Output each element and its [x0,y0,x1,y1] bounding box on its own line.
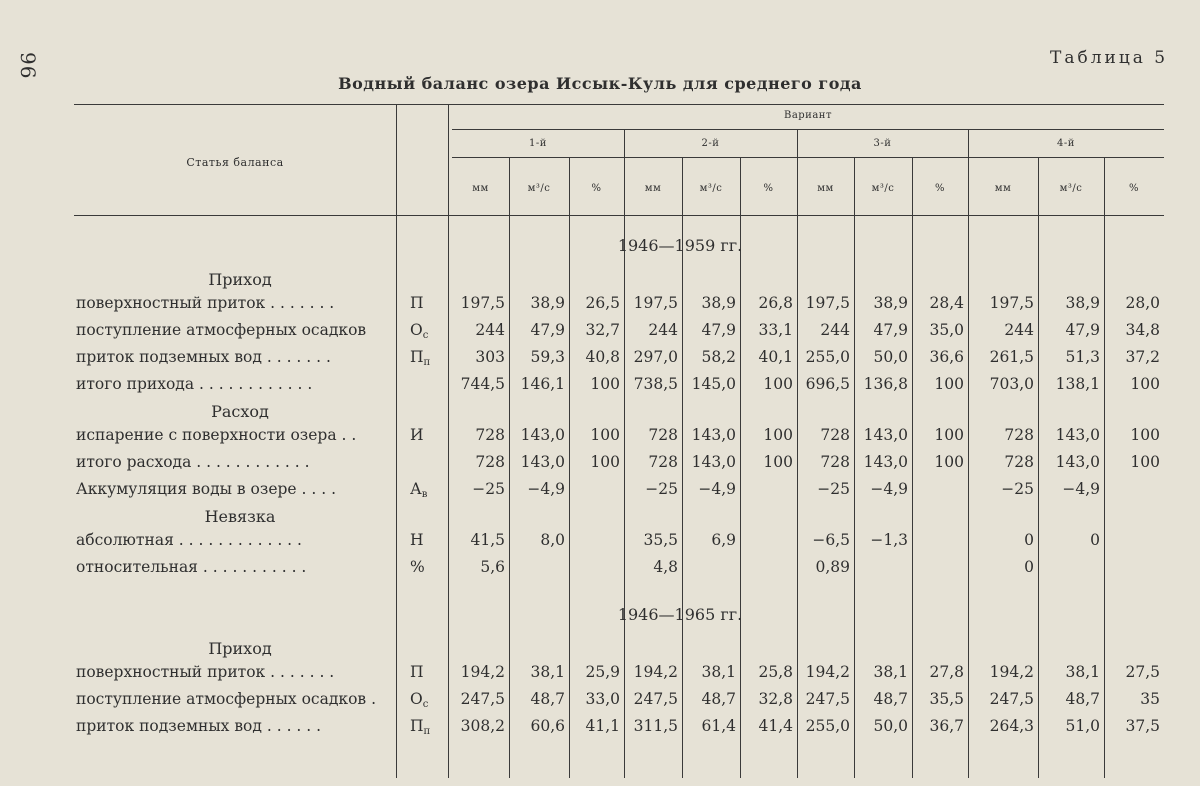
data-cell: 100 [590,426,620,444]
row-label: приток подземных вод . . . . . . [76,717,322,735]
table-row [0,294,1200,320]
data-cell: 60,6 [530,717,565,735]
symbol-letter: А [410,480,422,498]
data-cell: 51,3 [1065,348,1100,366]
data-cell: 47,9 [530,321,565,339]
period-heading: 1946—1959 гг. [617,236,743,255]
row-symbol [410,717,448,737]
data-cell: 264,3 [989,717,1034,735]
data-cell: 48,7 [530,690,565,708]
data-cell: 5,6 [480,558,505,576]
data-cell: 41,1 [585,717,620,735]
data-cell: 100 [763,453,793,471]
data-cell: 6,9 [711,531,736,549]
data-cell: 100 [934,453,964,471]
data-cell: 194,2 [460,663,505,681]
table-row [0,321,1200,347]
data-cell: 51,0 [1065,717,1100,735]
page-number: 96 [16,52,40,80]
variant-4-header: 4-й [1057,138,1075,149]
data-cell: 34,8 [1125,321,1160,339]
row-label: абсолютная . . . . . . . . . . . . . [76,531,302,549]
data-cell: −1,3 [870,531,908,549]
table-title: Водный баланс озера Иссык-Куль для среднего года [338,74,862,93]
data-cell: 100 [590,375,620,393]
variant-header: Вариант [783,110,833,121]
data-cell: 32,8 [758,690,793,708]
data-cell: 255,0 [805,717,850,735]
row-symbol [410,348,448,368]
data-cell: 25,8 [758,663,793,681]
unit-header: мм [644,183,662,194]
data-cell: 728 [475,453,505,471]
data-cell: 143,0 [520,453,565,471]
symbol-letter: П [410,294,424,312]
symbol-letter: % [410,558,425,576]
item-column-header: Статья баланса [186,156,284,169]
data-cell: 28,0 [1125,294,1160,312]
row-symbol [410,663,448,681]
data-cell: −25 [817,480,850,498]
data-cell: 143,0 [863,426,908,444]
data-cell: 47,9 [701,321,736,339]
variant-1-header: 1-й [529,138,547,149]
row-label: испарение с поверхности озера . . [76,426,357,444]
row-symbol [410,531,448,549]
data-cell: 143,0 [1055,426,1100,444]
symbol-subscript: с [422,699,429,710]
row-label: поверхностный приток . . . . . . . [76,663,335,681]
data-cell: 35,0 [929,321,964,339]
data-cell: −4,9 [1062,480,1100,498]
data-cell: 197,5 [460,294,505,312]
data-cell: 143,0 [691,453,736,471]
data-cell: 0 [1024,558,1034,576]
data-cell: 36,6 [929,348,964,366]
data-cell: 728 [475,426,505,444]
data-cell: 33,0 [585,690,620,708]
data-cell: 247,5 [460,690,505,708]
data-cell: 50,0 [873,348,908,366]
unit-header: % [1128,183,1139,194]
data-cell: 194,2 [633,663,678,681]
data-cell: 728 [648,426,678,444]
row-symbol [410,426,448,444]
data-cell: 26,8 [758,294,793,312]
data-cell: 100 [1130,453,1160,471]
data-cell: 48,7 [1065,690,1100,708]
data-cell: 61,4 [701,717,736,735]
data-cell: 244 [648,321,678,339]
table-label: Таблица 5 [1050,48,1169,68]
data-cell: 27,8 [929,663,964,681]
data-cell: 728 [648,453,678,471]
data-cell: 143,0 [1055,453,1100,471]
data-cell: 36,7 [929,717,964,735]
unit-header: м³/с [527,183,551,194]
symbol-letter: И [410,426,424,444]
data-cell: 261,5 [989,348,1034,366]
data-cell: 143,0 [863,453,908,471]
data-cell: 4,8 [653,558,678,576]
symbol-letter: Н [410,531,424,549]
row-label: Аккумуляция воды в озере . . . . [76,480,337,498]
group-heading: Приход [208,270,272,289]
period-heading: 1946—1965 гг. [617,605,743,624]
data-cell: 33,1 [758,321,793,339]
data-cell: 35,5 [643,531,678,549]
unit-header: % [591,183,602,194]
data-cell: 47,9 [873,321,908,339]
data-cell: 100 [763,426,793,444]
table-row [0,558,1200,584]
symbol-letter: П [410,717,424,735]
data-cell: 197,5 [633,294,678,312]
row-symbol [410,294,448,312]
table-row [0,480,1200,506]
row-label: поверхностный приток . . . . . . . [76,294,335,312]
data-cell: 197,5 [989,294,1034,312]
data-cell: 26,5 [585,294,620,312]
data-cell: 244 [820,321,850,339]
row-label: поступление атмосферных осадков [76,321,367,339]
data-cell: 32,7 [585,321,620,339]
data-cell: 100 [1130,426,1160,444]
variant-3-header: 3-й [873,138,892,149]
data-cell: 696,5 [805,375,850,393]
row-label: относительная . . . . . . . . . . . [76,558,307,576]
data-cell: 38,1 [701,663,736,681]
data-cell: 728 [820,426,850,444]
data-cell: 38,9 [530,294,565,312]
data-cell: 38,1 [530,663,565,681]
table-row [0,717,1200,743]
data-cell: 38,9 [1065,294,1100,312]
data-cell: 0 [1090,531,1100,549]
table-row [0,453,1200,479]
data-cell: 703,0 [989,375,1034,393]
symbol-letter: О [410,321,423,339]
data-cell: 297,0 [633,348,678,366]
data-cell: 145,0 [691,375,736,393]
symbol-letter: П [410,663,424,681]
row-symbol [410,480,448,500]
data-cell: 28,4 [929,294,964,312]
header-bottom-rule [74,215,1164,216]
data-cell: −25 [1001,480,1034,498]
data-cell: 744,5 [460,375,505,393]
data-cell: 100 [934,375,964,393]
data-cell: 59,3 [530,348,565,366]
row-label: поступление атмосферных осадков . [76,690,376,708]
variant-2-header: 2-й [701,138,720,149]
data-cell: 100 [1130,375,1160,393]
data-cell: −6,5 [812,531,850,549]
data-cell: 27,5 [1125,663,1160,681]
data-cell: −4,9 [698,480,736,498]
unit-header: мм [817,183,834,194]
data-cell: 40,1 [758,348,793,366]
data-cell: 247,5 [989,690,1034,708]
group-heading: Расход [211,402,269,421]
data-cell: 25,9 [585,663,620,681]
data-cell: 0,89 [815,558,850,576]
table-row [0,375,1200,401]
data-cell: 738,5 [633,375,678,393]
data-cell: 100 [763,375,793,393]
data-cell: 311,5 [633,717,678,735]
data-cell: −25 [645,480,678,498]
data-cell: 194,2 [805,663,850,681]
unit-header: % [763,183,774,194]
row-symbol [410,321,448,341]
data-cell: 8,0 [540,531,565,549]
data-cell: 48,7 [701,690,736,708]
unit-header: % [934,183,945,194]
data-cell: 50,0 [873,717,908,735]
table-row [0,426,1200,452]
row-symbol [410,558,448,576]
header-top-rule [74,104,1164,105]
unit-header: м³/с [699,183,723,194]
variant-rule [452,129,1164,130]
data-cell: 35 [1140,690,1160,708]
symbol-letter: О [410,690,423,708]
data-cell: 37,5 [1125,717,1160,735]
data-cell: 58,2 [701,348,736,366]
data-cell: 143,0 [520,426,565,444]
data-cell: 38,1 [1065,663,1100,681]
unit-header: мм [994,183,1012,194]
symbol-subscript: в [421,489,428,500]
data-cell: 728 [1004,453,1034,471]
unit-header: м³/с [1059,183,1083,194]
symbol-subscript: п [423,357,431,368]
data-cell: 247,5 [805,690,850,708]
data-cell: −4,9 [527,480,565,498]
row-symbol [410,690,448,710]
symbol-letter: П [410,348,424,366]
data-cell: 38,9 [701,294,736,312]
data-cell: 255,0 [805,348,850,366]
data-cell: 247,5 [633,690,678,708]
row-label: итого расхода . . . . . . . . . . . . [76,453,310,471]
data-cell: 100 [590,453,620,471]
data-cell: 41,4 [758,717,793,735]
table-row [0,663,1200,689]
data-cell: 41,5 [470,531,505,549]
data-cell: 244 [1004,321,1034,339]
data-cell: 35,5 [929,690,964,708]
data-cell: 40,8 [585,348,620,366]
data-cell: 136,8 [863,375,908,393]
data-cell: 37,2 [1125,348,1160,366]
symbol-subscript: с [422,330,429,341]
data-cell: 138,1 [1055,375,1100,393]
symbol-subscript: п [423,726,431,737]
row-label: приток подземных вод . . . . . . . [76,348,331,366]
variants-rule [452,157,1164,158]
data-cell: 48,7 [873,690,908,708]
data-cell: 143,0 [691,426,736,444]
row-label: итого прихода . . . . . . . . . . . . [76,375,313,393]
data-cell: 100 [934,426,964,444]
data-cell: 194,2 [989,663,1034,681]
data-cell: −4,9 [870,480,908,498]
data-cell: 728 [1004,426,1034,444]
unit-header: м³/с [871,183,895,194]
group-heading: Невязка [204,507,276,526]
data-cell: 146,1 [520,375,565,393]
data-cell: 38,9 [873,294,908,312]
data-cell: 197,5 [805,294,850,312]
data-cell: 47,9 [1065,321,1100,339]
data-cell: 38,1 [873,663,908,681]
table-row [0,348,1200,374]
data-cell: 0 [1024,531,1034,549]
data-cell: 308,2 [460,717,505,735]
data-cell: 244 [475,321,505,339]
data-cell: −25 [472,480,505,498]
group-heading: Приход [208,639,272,658]
data-cell: 728 [820,453,850,471]
table-row [0,531,1200,557]
table-row [0,690,1200,716]
unit-header: мм [472,183,489,194]
data-cell: 303 [475,348,505,366]
